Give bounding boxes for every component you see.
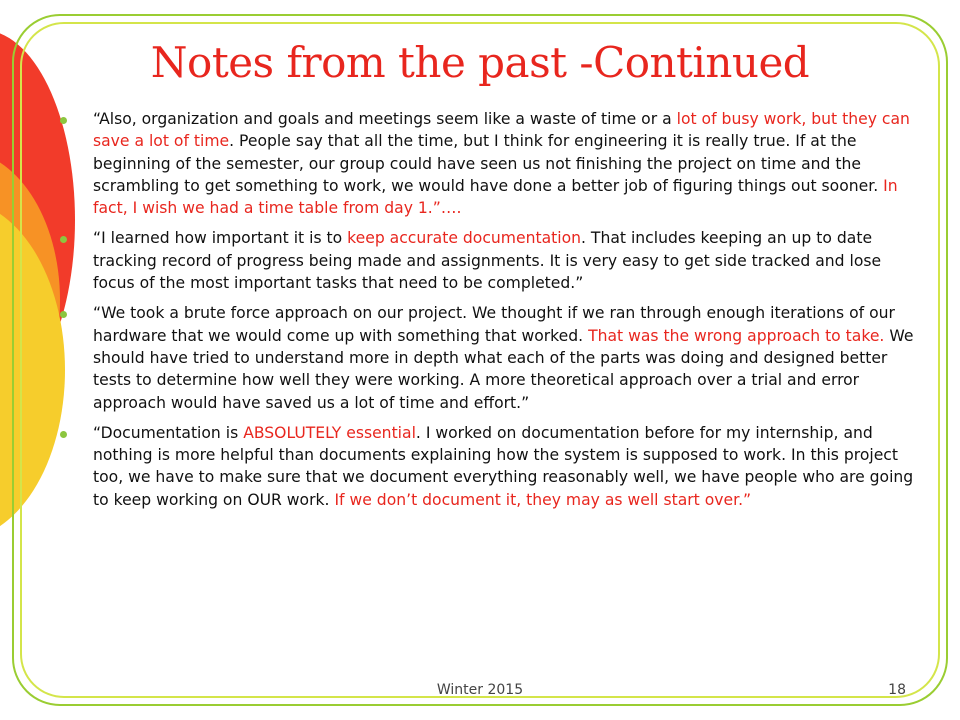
bullet-text: “We took a brute force approach on our project. We thought if we ran through enough iterations of our hardware that we would come up with something that worked. — [93, 304, 895, 345]
highlighted-text: keep accurate documentation — [347, 229, 581, 248]
bullet-dot-icon — [60, 431, 67, 438]
bullet-text: “Documentation is — [93, 423, 244, 442]
bullet-text: . I worked on documentation before for my internship, and nothing is more helpful than documents explaining how the system is supposed to work. In this project too, we have to make sure that we document everything reasonably well, we have people who are going to keep working on OUR work. — [93, 423, 914, 509]
bullet-item — [58, 302, 916, 413]
bullet-item — [58, 108, 916, 219]
bullet-item — [58, 422, 916, 511]
highlighted-text: lot of busy work, but they can save a lot of time — [93, 110, 910, 151]
bullet-dot-icon — [60, 117, 67, 124]
footer-label: Winter 2015 — [436, 682, 524, 698]
bullet-text: “Also, organization and goals and meetings seem like a waste of time or a — [93, 110, 677, 128]
bullet-text: We should have tried to understand more in depth what each of the parts was doing and designed better tests to determine how well they were working. A more theoretical approach over a trial and error approach would have saved us a lot of time and effort.” — [93, 326, 914, 412]
bullet-item — [58, 227, 916, 294]
highlighted-text: ABSOLUTELY essential — [243, 423, 416, 442]
highlighted-text: If we don’t document it, they may as well start over.” — [334, 490, 752, 509]
highlighted-text: That was the wrong approach to take. — [588, 326, 885, 345]
page-number: 18 — [888, 682, 906, 698]
bullet-dot-icon — [60, 236, 67, 243]
bullet-dot-icon — [60, 311, 67, 318]
bullet-text: “I learned how important it is to — [93, 229, 348, 248]
bullet-list — [58, 108, 916, 519]
highlighted-text: In fact, I wish we had a time table from day 1.”…. — [93, 176, 898, 218]
slide-title: Notes from the past -Continued — [150, 38, 810, 87]
bullet-text: . That includes keeping an up to date tracking record of progress being made and assignments. It is very easy to get side tracked and lose focus of the most important tasks that need to be completed.” — [93, 229, 882, 293]
bullet-text: . People say that all the time, but I think for engineering it is really true. If at the beginning of the semester, our group could have seen us not finishing the project on time and the scrambling to get something to work, we would have done a better job of figuring things out sooner. — [93, 132, 884, 195]
